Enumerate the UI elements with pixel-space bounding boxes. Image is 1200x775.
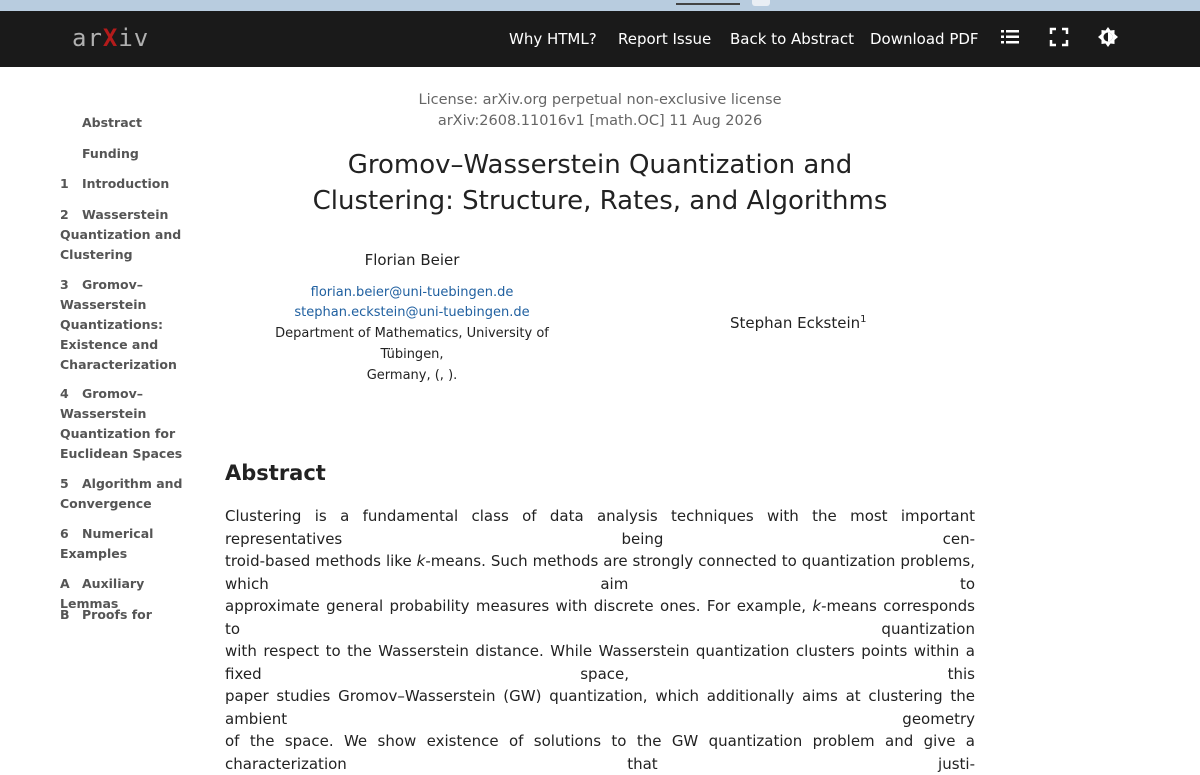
license-text: License: arXiv.org perpetual non-exclusive license [418,92,782,108]
toc-number: 6 [60,526,69,541]
affiliation-line: Department of Mathematics, University of Tübingen, [275,326,549,362]
logo-part-iv: iv [118,24,150,52]
title-line: Clustering: Structure, Rates, and Algorithms [312,186,888,216]
top-navbar [0,11,1200,67]
tab-box [752,0,770,6]
toc-label: Auxiliary Lemmas [60,576,145,611]
arxiv-id: arXiv:2608.11016v1 [math.OC] 11 Aug 2026 [437,113,763,129]
toc-number: 3 [60,277,69,292]
toc-item-abstract[interactable] [82,113,222,133]
logo-part-x: X [102,24,119,52]
theme-icon[interactable] [1097,26,1119,48]
toc-label: Introduction [82,176,170,191]
toc-label: Funding [82,146,139,161]
author-eckstein [730,314,867,332]
abstract-line: of the space. We show existence of solutions to the GW quantization problem and give a characterization that justi- [225,732,975,773]
toc-label: Numerical Examples [60,526,154,561]
toc-item-section-5[interactable] [60,474,200,514]
report-issue-link[interactable]: Report Issue [618,30,712,48]
affiliation [260,323,564,386]
toc-item-section-3[interactable] [60,275,200,375]
fullscreen-icon[interactable] [1048,26,1070,48]
back-to-abstract-link[interactable]: Back to Abstract [730,30,854,48]
toc-label: Abstract [82,115,143,130]
toc-item-section-2[interactable] [60,205,200,265]
why-html-link[interactable]: Why HTML? [509,30,597,48]
tab-fragment [676,0,740,5]
toc-label: Gromov–Wasserstein Quantizations: Existence and Characterization [60,277,177,372]
toc-number: B [60,607,70,622]
toc-number: 2 [60,207,69,222]
toc-number: 4 [60,386,69,401]
title-line: Gromov–Wasserstein Quantization and [347,150,853,180]
toc-item-introduction[interactable] [60,174,200,194]
abstract-line: with respect to the Wasserstein distance. While Wasserstein quantization clusters points within a fixed space, this [225,642,975,683]
toc-label: Algorithm and Convergence [60,476,183,511]
abstract-line: Clustering is a fundamental class of data analysis techniques with the most important representatives being cen- [225,507,975,548]
abstract-heading: Abstract [225,461,326,485]
toc-item-funding[interactable] [82,144,222,164]
affiliation-line: Germany, (, ). [366,368,458,383]
browser-top-strip [0,0,1200,11]
toc-number: 5 [60,476,69,491]
toc-item-appendix-b[interactable] [60,605,200,625]
author-name: Stephan Eckstein [730,314,861,332]
toc-item-section-6[interactable] [60,524,200,564]
toc-number: A [60,576,70,591]
arxiv-logo[interactable] [72,24,149,52]
email-eckstein-link[interactable]: stephan.eckstein@uni-tuebingen.de [294,305,530,320]
download-pdf-link[interactable]: Download PDF [870,30,979,48]
abstract-line: troid-based methods like k-means. Such methods are strongly connected to quantization problems, which aim to [225,552,975,593]
logo-part-ar: ar [72,24,103,52]
toc-item-section-4[interactable] [60,384,200,464]
abstract-line: paper studies Gromov–Wasserstein (GW) quantization, which additionally aims at clustering the ambient geometry [225,687,975,728]
list-icon[interactable] [999,26,1021,48]
author-footnote-mark[interactable]: 1 [860,314,867,325]
toc-label: Wasserstein Quantization and Clustering [60,207,182,262]
toc-number: 1 [60,176,69,191]
paper-title [300,147,900,219]
abstract-text [225,505,975,775]
email-beier-link[interactable]: florian.beier@uni-tuebingen.de [310,285,514,300]
abstract-line: approximate general probability measures with discrete ones. For example, k-means corresponds to quantization [225,597,976,638]
toc-label: Proofs for [82,607,152,622]
author-beier: Florian Beier [364,251,460,269]
toc-label: Gromov–Wasserstein Quantization for Euclidean Spaces [60,386,183,461]
